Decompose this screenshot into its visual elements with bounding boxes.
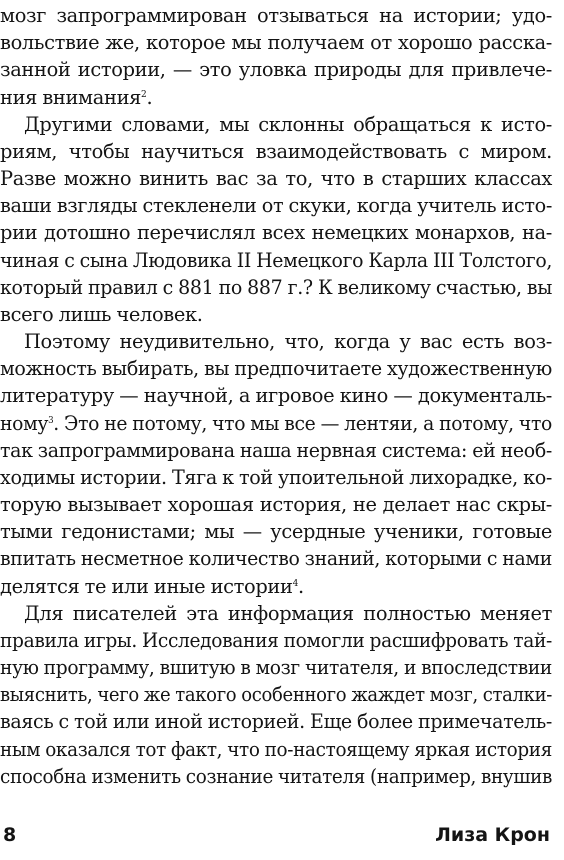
text-fragment: ния внимания [0,85,142,109]
text-fragment: делятся те или иные истории [0,574,293,598]
text-fragment: ному [0,411,49,435]
page-footer [0,821,564,849]
text-line: Поэтому неудивительно, что, когда у вас есть воз- [24,330,552,354]
text-line: способна изменить сознание читателя (например, внушив [0,764,552,788]
text-line: Разве можно винить вас за то, что в старших классах [0,167,552,191]
text-line: ваши взгляды стекленели от скуки, когда учитель исто- [0,194,553,218]
footnote-marker: 3 [48,415,54,426]
text-line [0,573,552,601]
text-fragment: . [297,574,304,598]
page-number: 8 [3,824,17,846]
text-line: Другими словами, мы склонны обращаться к исто- [24,112,552,136]
text-line [0,84,552,112]
footnote-marker: 4 [292,578,298,589]
text-line: ным оказался тот факт, что по-настоящему яркая история [0,737,552,761]
running-footer-author: Лиза Крон [435,824,550,846]
text-line: ваясь с той или иной историей. Еще более примечатель- [0,710,553,734]
text-line: так запрограммирована наша нервная система: ей необ- [0,438,552,462]
text-line: мозг запрограммирован отзываться на истории; удо- [0,4,552,27]
text-line: торую вызывает хорошая история, не делает нас скры- [0,493,552,517]
text-line [0,410,552,438]
text-line: вольствие же, которое мы получаем от хорошо расска- [0,31,552,55]
text-fragment: . Это не потому, что мы все — лентяи, а потому, что [53,411,552,435]
text-line: всего лишь человек. [0,302,203,326]
text-line: литературу — научной, а игровое кино — документаль- [0,384,552,408]
text-line: занной истории, — это уловка природы для привлече- [0,58,552,82]
text-line: ходимы истории. Тяга к той упоительной лихорадке, ко- [0,465,552,489]
text-line: Для писателей эта информация полностью меняет [24,601,552,625]
text-line: который правил с 881 по 887 г.? К великому счастью, вы [0,275,553,299]
text-line: правила игры. Исследования помогли расшифровать тай- [0,628,552,652]
text-line: можность выбирать, вы предпочитаете художественную [0,357,553,381]
text-line: выяснить, чего же такого особенного жаждет мозг, сталки- [0,683,552,707]
text-line: риям, чтобы научиться взаимодействовать с миром. [0,139,552,163]
text-line: ную программу, вшитую в мозг читателя, и впоследствии [0,656,553,680]
text-fragment: . [146,85,153,109]
text-line: тыми гедонистами; мы — усердные ученики, готовые [0,520,552,544]
text-line: чиная с сына Людовика II Немецкого Карла III Толстого, [0,248,553,272]
text-line: рии дотошно перечислял всех немецких монархов, на- [0,221,552,245]
footnote-marker: 2 [141,89,147,100]
text-line: впитать несметное количество знаний, которыми с нами [0,547,552,571]
